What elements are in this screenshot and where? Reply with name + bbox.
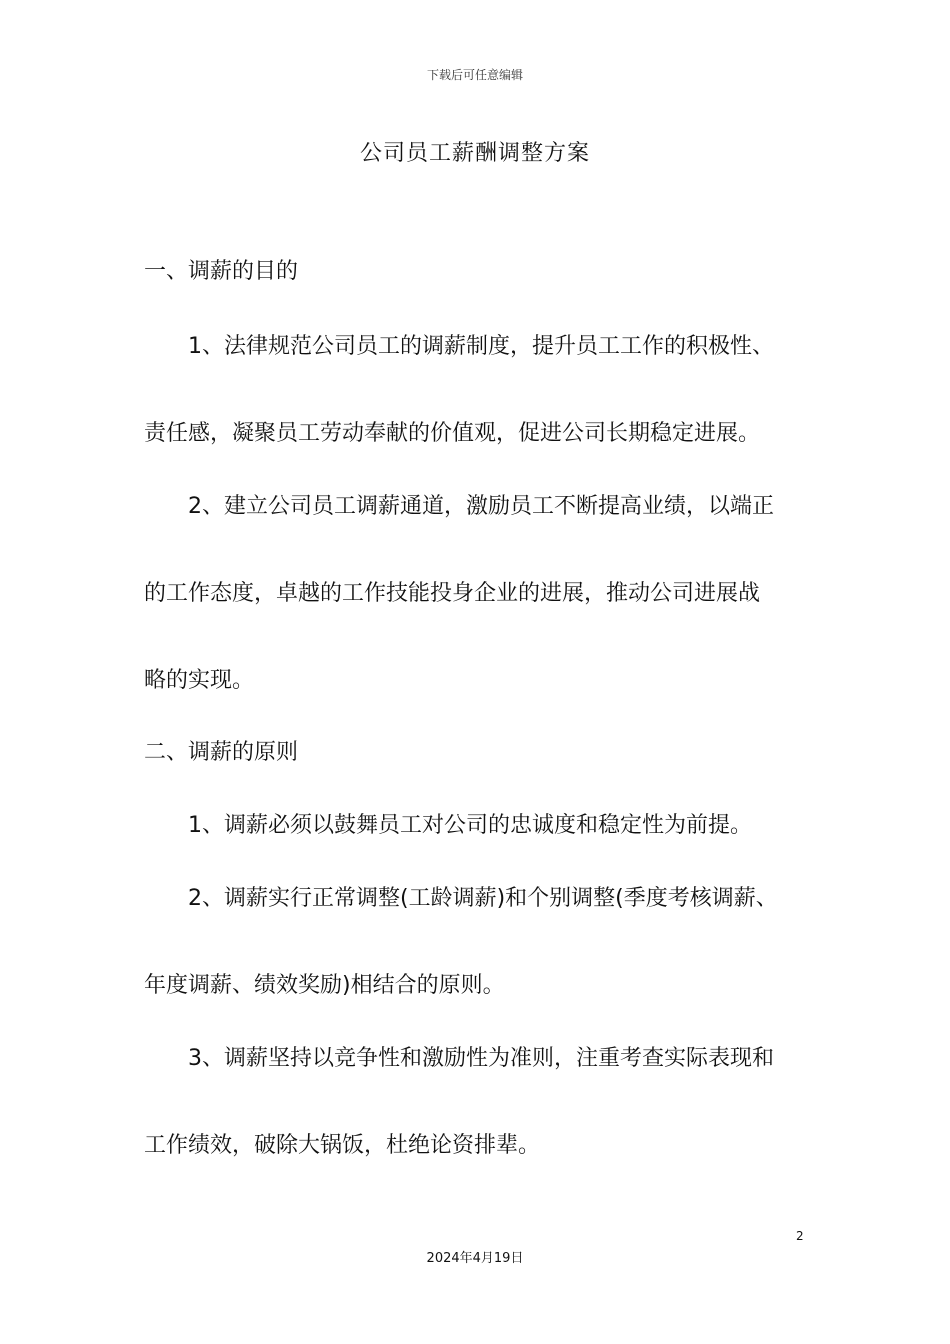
paragraph-line: 的工作态度，卓越的工作技能投身企业的进展，推动公司进展战 [144, 581, 761, 606]
paragraph-line: 责任感，凝聚员工劳动奉献的价值观，促进公司长期稳定进展。 [144, 421, 761, 446]
paragraph-line: 1、调薪必须以鼓舞员工对公司的忠诚度和稳定性为前提。 [188, 813, 752, 838]
header-note: 下载后可任意编辑 [426, 68, 523, 82]
document-title: 公司员工薪酬调整方案 [359, 141, 590, 166]
paragraph-line: 略的实现。 [144, 668, 255, 693]
section-heading-principles: 二、调薪的原则 [144, 740, 299, 765]
section-heading-purpose: 一、调薪的目的 [144, 259, 299, 284]
paragraph-line: 年度调薪、绩效奖励)相结合的原则。 [144, 973, 505, 998]
paragraph-line: 2、调薪实行正常调整(工龄调薪)和个别调整(季度考核调薪、 [188, 886, 778, 911]
paragraph-line: 2、建立公司员工调薪通道，激励员工不断提高业绩，以端正 [188, 494, 774, 519]
page-number: 2 [796, 1229, 804, 1243]
paragraph-line: 3、调薪坚持以竞争性和激励性为准则，注重考查实际表现和 [188, 1046, 774, 1071]
paragraph-line: 1、法律规范公司员工的调薪制度，提升员工工作的积极性、 [188, 334, 774, 359]
footer-date: 2024年4月19日 [426, 1251, 524, 1266]
paragraph-line: 工作绩效，破除大锅饭，杜绝论资排辈。 [144, 1133, 541, 1158]
